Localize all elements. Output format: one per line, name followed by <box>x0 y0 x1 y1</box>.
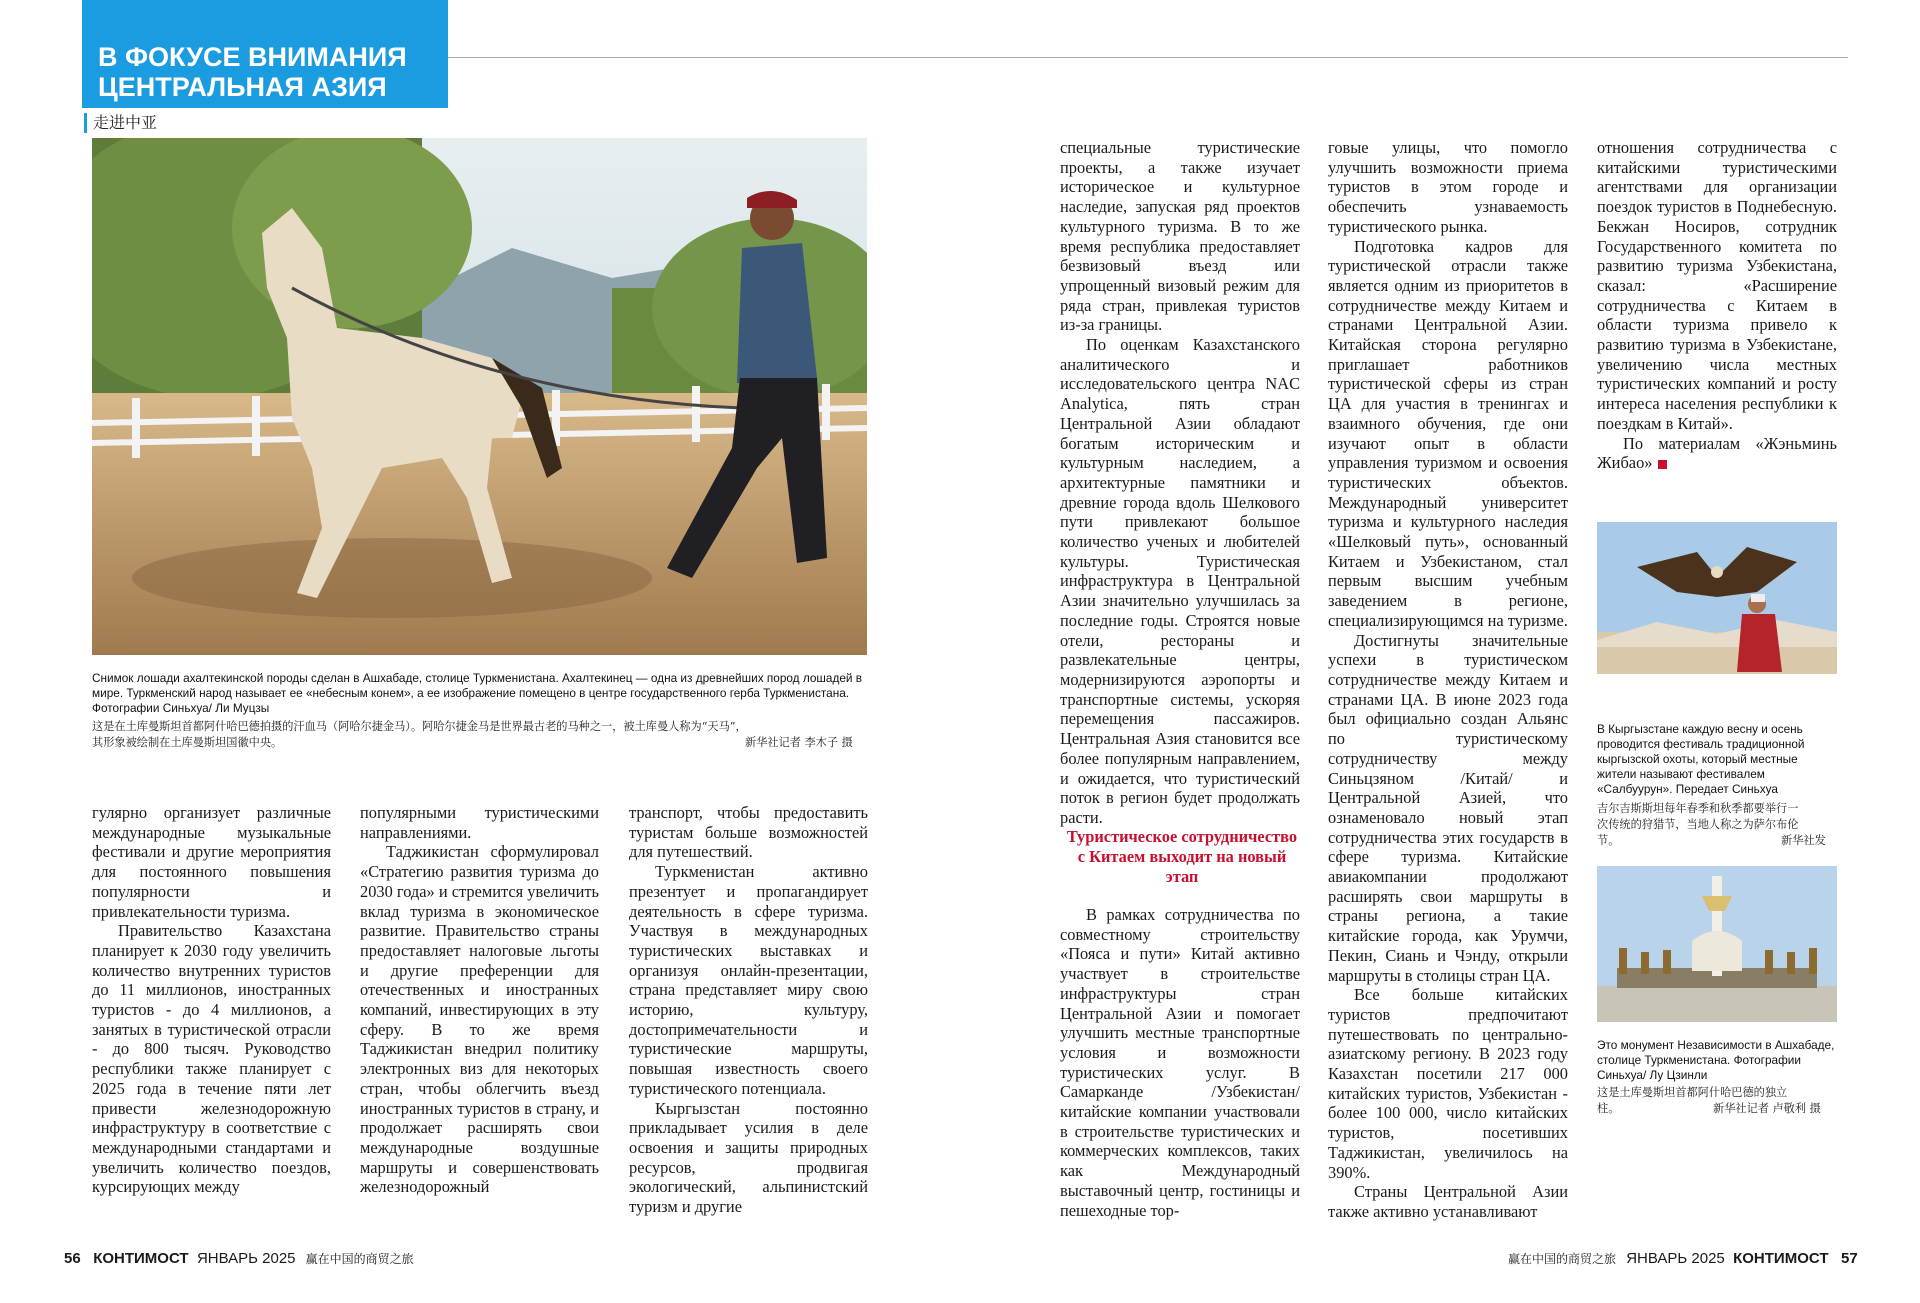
article-column-1 <box>92 803 331 1197</box>
horse-photo-illustration <box>92 138 867 655</box>
header-rule <box>448 57 1848 58</box>
paragraph: Все больше китайских туристов предпочитают путешествовать по центрально-азиатскому региону. В 2023 году Казахстан посетили 217 000 китайских туристов, Узбекистан - более 100 000, число китайских туристов, посетивших Таджикистан, увеличилось на 390%. <box>1328 985 1568 1182</box>
article-column-6 <box>1597 138 1837 473</box>
magazine-name-right: КОНТИМОСТ <box>1733 1250 1829 1267</box>
footer-cn-right: 赢在中国的商贸之旅 <box>1508 1252 1617 1266</box>
article-column-4-top <box>1060 138 1300 828</box>
monument-photo-illustration <box>1597 866 1837 1022</box>
eagle-credit-cn: 新华社发 <box>1781 834 1826 847</box>
main-photo-caption: Снимок лошади ахалтекинской породы сделан в Ашхабаде, столице Туркменистана. Ахалтекинец — одна из древнейших пород лошадей в мире. Туркменский народ называет ее «небесным конем», а ее изображение помещено в центре государственного герба Туркменистана. Фотографии Синьхуа/ Ли Муцзы <box>92 671 863 715</box>
paragraph: гулярно организует различные международные музыкальные фестивали и другие мероприятия для постоянного повышения популярности и привлекательности туризма. <box>92 803 331 921</box>
paragraph: Подготовка кадров для туристической отрасли также является одним из приоритетов в сотрудничестве между Китаем и странами Центральной Азии. Китайская сторона регулярно приглашает работников туристической сферы из стран ЦА для участия в тренингах и взаимного обучения, где они изучают опыт в области управления туризмом и освоения туристических объектов. Международный университет туризма и культурного наследия «Шелковый путь», основанный Китаем и Узбекистаном, стал первым высшим учебным заведением в регионе, специализирующимся на туризме. <box>1328 236 1568 630</box>
eagle-caption-cn-1: 吉尔吉斯斯坦每年春季和秋季都要举行一 <box>1597 802 1799 815</box>
paragraph: Туркменистан активно презентует и пропагандирует деятельность в сфере туризма. Участвуя в международных туристических выставках и организуя онлайн-презентации, страна представляет миру свою историю, культуру, достопримечательности и туристические маршруты, повышая известность своего туристического потенциала. <box>629 862 868 1098</box>
issue-left: ЯНВАРЬ 2025 <box>196 1250 296 1267</box>
monument-caption-cn-1: 这是土库曼斯坦首都阿什哈巴德的独立 <box>1597 1086 1788 1099</box>
chinese-rubric: 走进中亚 <box>84 113 157 133</box>
paragraph: специальные туристические проекты, а также изучает историческое и культурное наследие, запуская ряд проектов культурного туризма. В то же время республика предоставляет безвизовый въезд или упрощенный визовый режим для ряда стран, привлекая туристов из-за границы. <box>1060 138 1300 335</box>
eagle-caption-cn-3: 节。 <box>1597 834 1620 847</box>
main-photo-horse <box>92 138 867 655</box>
monument-photo-caption: Это монумент Независимости в Ашхабаде, столице Туркменистана. Фотографии Синьхуа/ Лу Цзинли <box>1597 1038 1835 1082</box>
paragraph: транспорт, чтобы предоставить туристам больше возможностей для путешествий. <box>629 803 868 862</box>
eagle-photo-illustration <box>1597 522 1837 674</box>
main-photo-caption-cn-1: 这是在土库曼斯坦首都阿什哈巴德拍摄的汗血马（阿哈尔捷金马）。阿哈尔捷金马是世界最古老的马种之一，被土库曼人称为“天马”， <box>92 720 747 733</box>
paragraph: Таджикистан сформулировал «Стратегию развития туризма до 2030 года» и стремится увеличить вклад туризма в экономическое развитие. Правительство страны предоставляет налоговые льготы и другие преференции для отечественных и иностранных компаний, инвестирующих в эту сферу. В то же время Таджикистан внедрил политику электронных виз для некоторых стран, чтобы облегчить въезд иностранных туристов в страну, и продолжает расширять свои международные воздушные маршруты и совершенствовать железнодорожный <box>360 842 599 1197</box>
eagle-photo-caption: В Кыргызстане каждую весну и осень проводится фестиваль традиционной кыргызской охоты, который местные жители называют фестивалем «Салбуурун». Передает Синьхуа <box>1597 722 1805 796</box>
footer-right <box>1502 1250 1858 1267</box>
monument-credit-cn: 新华社记者 卢敬利 摄 <box>1713 1102 1821 1115</box>
paragraph: Страны Центральной Азии также активно устанавливают <box>1328 1182 1568 1221</box>
end-mark-icon <box>1658 460 1667 469</box>
issue-right: ЯНВАРЬ 2025 <box>1626 1250 1725 1267</box>
paragraph: По оценкам Казахстанского аналитического и исследовательского центра NAC Analytica, пять стран Центральной Азии обладают богатым историческим и культурным наследием, а архитектурные памятники и древние города вдоль Шелкового пути привлекают большое количество ученых и любителей культуры. Туристическая инфраструктура в Центральной Азии значительно улучшилась за последние годы. Строятся новые отели, рестораны и развлекательные центры, модернизируются аэропорты и транспортные системы, ускоряя перемещения пассажиров. Центральная Азия становится все более популярным направлением, и ожидается, что туристический поток в регион будет продолжать расти. <box>1060 335 1300 827</box>
paragraph: В рамках сотрудничества по совместному строительству «Пояса и пути» Китай активно участвует в строительстве инфраструктуры стран Центральной Азии и помогает улучшить местные транспортные условия и возможности туристических услуг. В Самарканде /Узбекистан/ китайские компании участвовали в строительстве туристических и коммерческих комплексов, таких как Международный выставочный центр, гостиницы и пешеходные тор- <box>1060 905 1300 1220</box>
paragraph: отношения сотрудничества с китайскими туристическими агентствами для организации поездок туристов в Поднебесную. Бекжан Носиров, сотрудник Государственного комитета по развитию туризма Узбекистана, сказал: «Расширение сотрудничества с Китаем в области туризма привело к развитию туризма в Узбекистане, увеличению числа местных туристических компаний и росту интереса населения республики к поездкам в Китай». <box>1597 138 1837 433</box>
paragraph: популярными туристическими направлениями. <box>360 803 599 842</box>
page-number-left: 56 <box>64 1250 81 1267</box>
page-number-right: 57 <box>1841 1250 1858 1267</box>
main-photo-credit-cn: 新华社记者 李木子 摄 <box>745 736 853 749</box>
paragraph: Достигнуты значительные успехи в туристическом сотрудничестве между Китаем и странами ЦА. В июне 2023 года был официально создан Альянс по туристическому сотрудничеству между Синьцзяном /Китай/ и Центральной Азией, что ознаменовало новый этап сотрудничества этих государств в сфере туризма. Китайские авиакомпании продолжают расширять свои маршруты в страны региона, а такие китайские города, как Урумчи, Пекин, Сиань и Чэнду, открыли маршруты в столицы стран ЦА. <box>1328 630 1568 985</box>
paragraph: говые улицы, что помогло улучшить возможности приема туристов в этом городе и обеспечить узнаваемость туристического рынка. <box>1328 138 1568 236</box>
source-line: По материалам «Жэньминь Жибао» <box>1597 433 1837 473</box>
footer-left <box>64 1250 420 1267</box>
magazine-name-left: КОНТИМОСТ <box>93 1250 189 1267</box>
rubric-line-1: В ФОКУСЕ ВНИМАНИЯ <box>98 42 407 72</box>
footer-cn-left: 赢在中国的商贸之旅 <box>305 1252 414 1266</box>
monument-caption-cn-2: 柱。 <box>1597 1102 1620 1115</box>
article-column-2 <box>360 803 599 1197</box>
eagle-caption-cn-2: 次传统的狩猎节，当地人称之为萨尔布伦 <box>1597 818 1799 831</box>
main-photo-caption-cn-2: 其形象被绘制在土库曼斯坦国徽中央。 <box>92 736 283 749</box>
rubric-line-2: ЦЕНТРАЛЬНАЯ АЗИЯ <box>98 72 387 102</box>
article-column-5 <box>1328 138 1568 1222</box>
source-paragraph <box>1597 434 1837 473</box>
paragraph: Кыргызстан постоянно прикладывает усилия в деле освоения и защиты природных ресурсов, продвигая экологический, альпинистский туризм и другие <box>629 1098 868 1217</box>
monument-photo <box>1597 866 1837 1022</box>
paragraph: Правительство Казахстана планирует к 2030 году увеличить количество внутренних туристов до 11 миллионов, иностранных туристов - до 4 миллионов, а занятых в туристической отрасли - до 800 тысяч. Руководство республики также планирует с 2025 года в течение пяти лет привести железнодорожную инфраструктуру в соответствие с международными стандартами и увеличить количество поездов, курсирующих между <box>92 921 331 1197</box>
section-subheading: Туристическое сотрудничество с Китаем выходит на новый этап <box>1066 827 1298 886</box>
article-column-4-bottom <box>1060 905 1300 1220</box>
section-rubric <box>82 0 448 108</box>
article-column-3 <box>629 803 868 1217</box>
eagle-photo <box>1597 522 1837 674</box>
